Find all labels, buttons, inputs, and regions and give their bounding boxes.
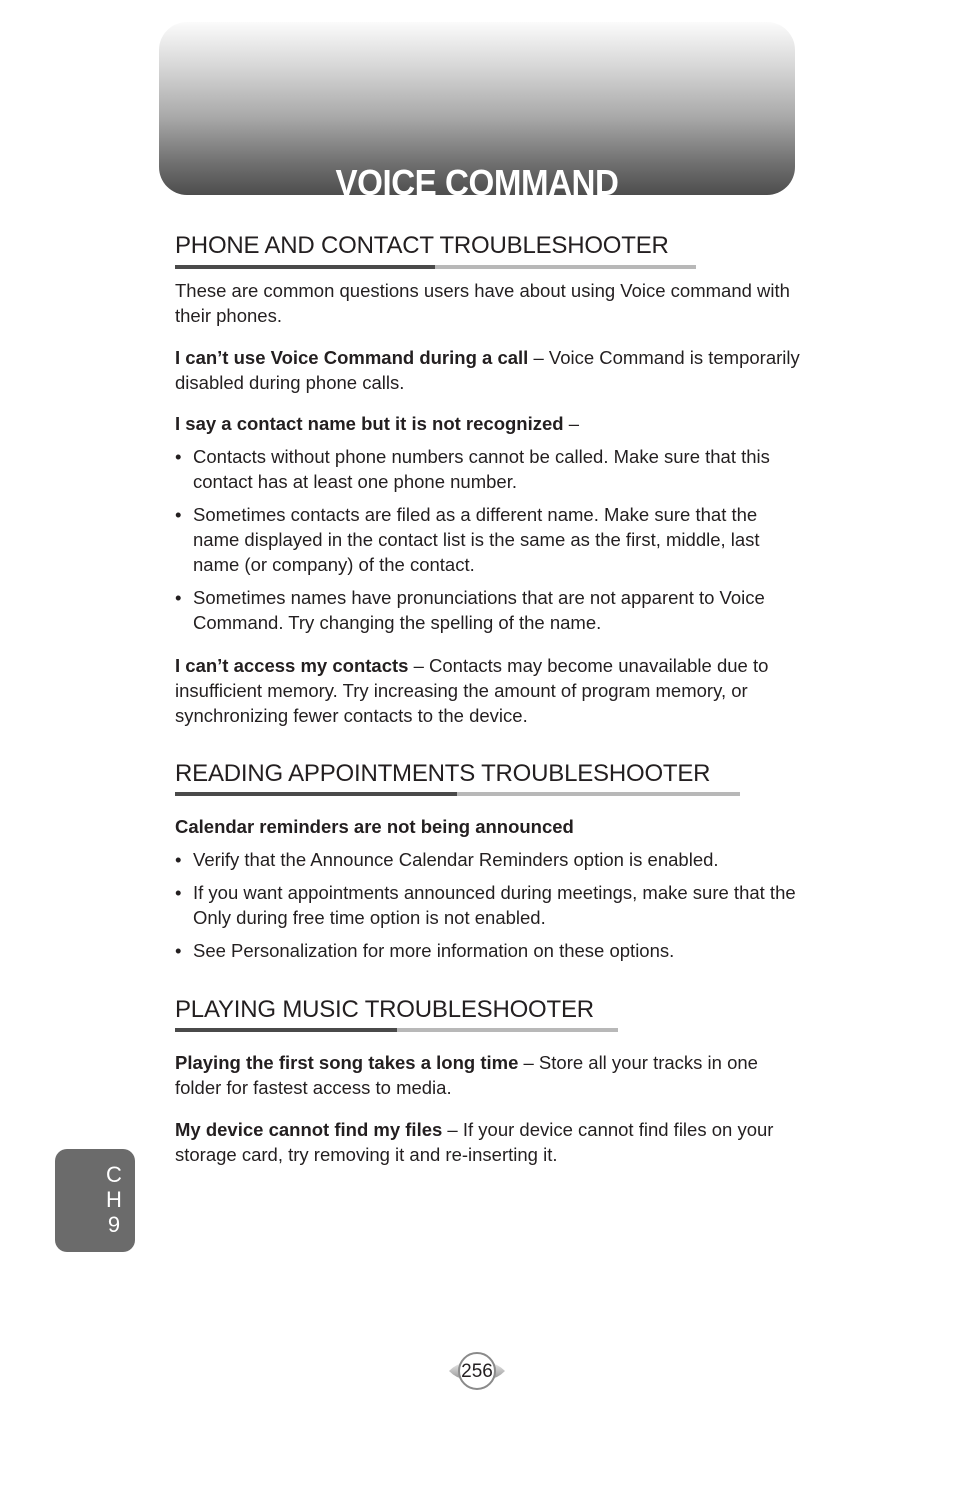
faq-answer: – If your device cannot find files on your storage card, try removing it and re-inserting it. bbox=[175, 1119, 774, 1165]
subheading-calendar-reminders: Calendar reminders are not being announced bbox=[175, 816, 574, 837]
page-number: 256 bbox=[461, 1361, 493, 1382]
list-item: • If you want appointments announced during meetings, make sure that the Only during free time option is not enabled. bbox=[175, 880, 800, 930]
list-item: • Sometimes names have pronunciations that are not apparent to Voice Command. Try changing the spelling of the name. bbox=[175, 585, 800, 635]
section-title-appointments: READING APPOINTMENTS TROUBLESHOOTER bbox=[175, 760, 711, 787]
list-item: • Contacts without phone numbers cannot be called. Make sure that this contact has at least one phone number. bbox=[175, 444, 800, 494]
section-title-music: PLAYING MUSIC TROUBLESHOOTER bbox=[175, 996, 594, 1023]
faq-answer: – Contacts may become unavailable due to insufficient memory. Try increasing the amount of program memory, or synchronizing fewer contacts to the device. bbox=[175, 655, 769, 726]
chapter-header-banner bbox=[159, 22, 795, 203]
list-item: • Sometimes contacts are filed as a different name. Make sure that the name displayed in the contact list is the same as the first, middle, last name (or company) of the contact. bbox=[175, 502, 800, 577]
section-rule bbox=[175, 265, 696, 269]
faq-answer: – Voice Command is temporarily disabled during phone calls. bbox=[175, 347, 800, 393]
section-rule bbox=[175, 792, 740, 796]
list-item: • Verify that the Announce Calendar Reminders option is enabled. bbox=[175, 847, 800, 872]
section-title-phone-contact: PHONE AND CONTACT TROUBLESHOOTER bbox=[175, 232, 669, 259]
list-item: • See Personalization for more information on these options. bbox=[175, 938, 800, 963]
intro-paragraph: These are common questions users have about using Voice command with their phones. bbox=[175, 280, 790, 326]
chapter-tab bbox=[55, 1149, 135, 1252]
chapter-tab-number: 9 bbox=[107, 1212, 121, 1237]
faq-first-song-slow bbox=[175, 1050, 800, 1100]
bullet-list bbox=[175, 444, 800, 643]
faq-answer: – Store all your tracks in one folder for fastest access to media. bbox=[175, 1052, 758, 1098]
faq-answer: – bbox=[563, 413, 580, 434]
faq-access-contacts bbox=[175, 653, 800, 728]
page-number-badge bbox=[447, 1351, 507, 1391]
faq-call-disabled bbox=[175, 345, 800, 395]
faq-question: Playing the first song takes a long time bbox=[175, 1052, 519, 1073]
bullet-list bbox=[175, 847, 800, 971]
chapter-tab-letter: C bbox=[106, 1162, 122, 1187]
faq-question: I say a contact name but it is not recognized bbox=[175, 413, 564, 434]
chapter-tab-letter: H bbox=[106, 1187, 122, 1212]
faq-name-not-recognized bbox=[175, 411, 800, 436]
faq-cannot-find-files bbox=[175, 1117, 800, 1167]
section-rule bbox=[175, 1028, 618, 1032]
faq-question: I can’t access my contacts bbox=[175, 655, 409, 676]
faq-question: My device cannot find my files bbox=[175, 1119, 443, 1140]
page-title: VOICE COMMAND bbox=[335, 162, 619, 203]
faq-question: I can’t use Voice Command during a call bbox=[175, 347, 529, 368]
